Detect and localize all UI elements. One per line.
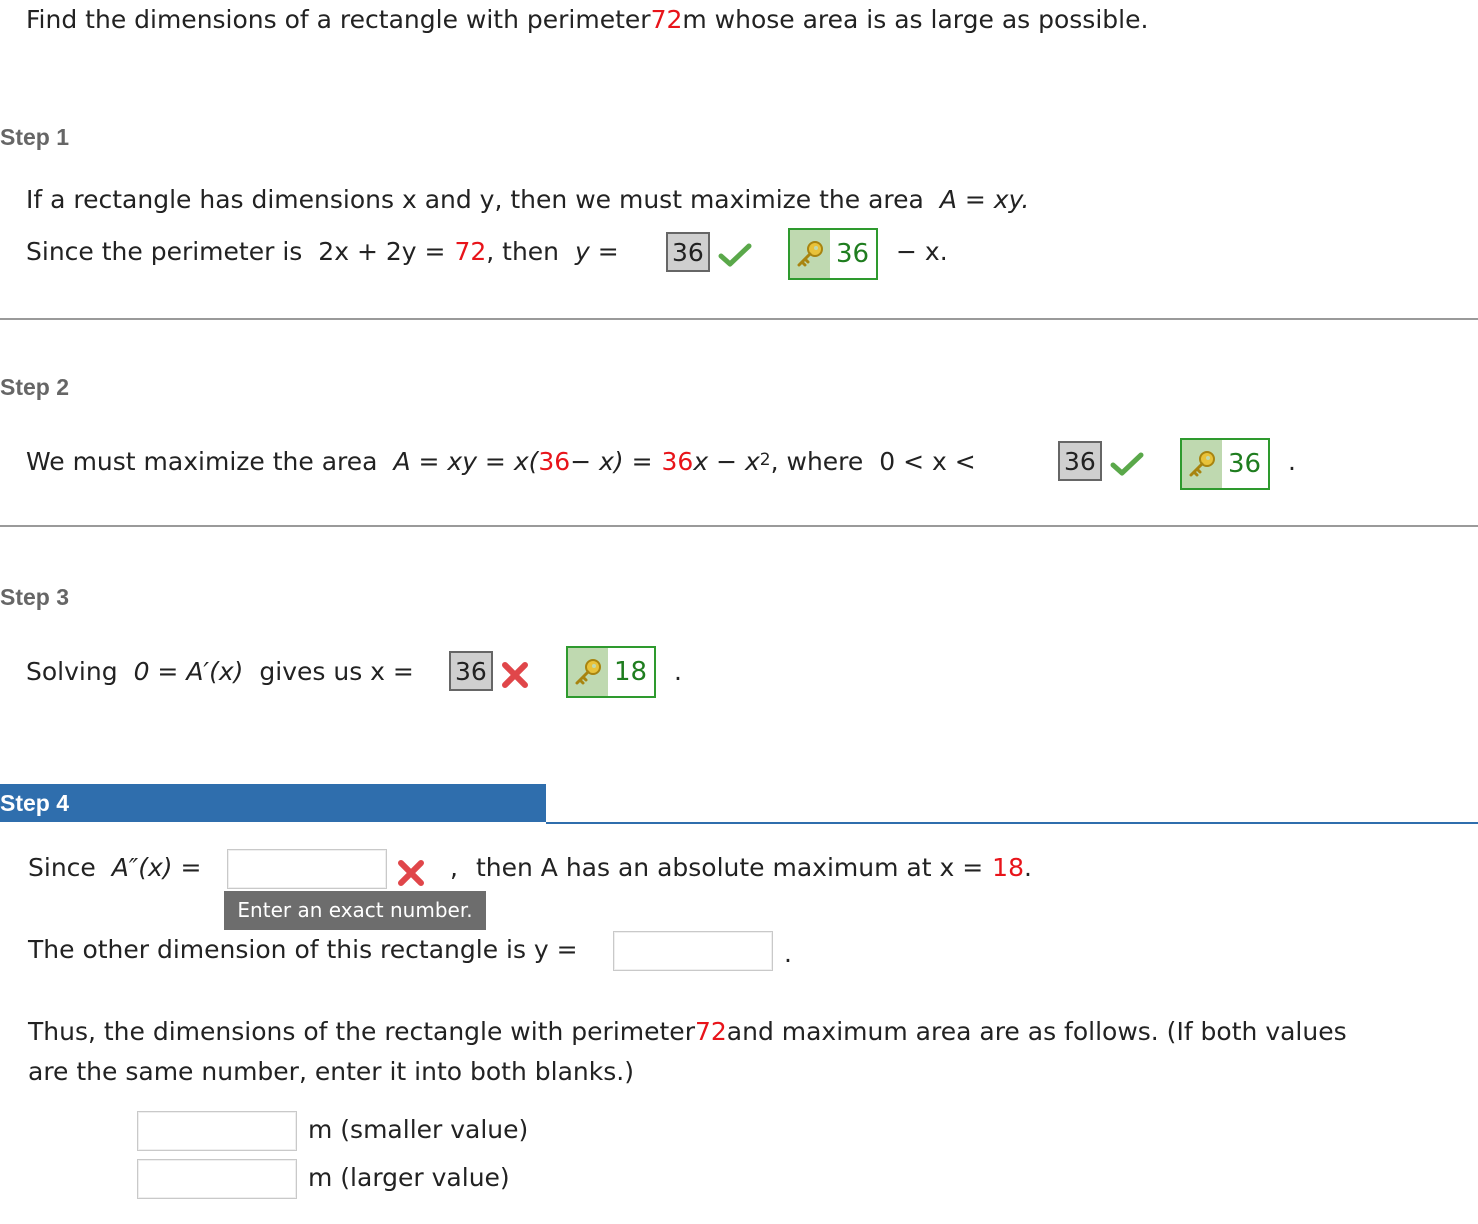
step1-y-equals: y =	[575, 237, 619, 266]
key-icon	[790, 230, 830, 278]
step4-header	[0, 784, 546, 822]
step4-thus-line1	[28, 1016, 1347, 1048]
step2-formula-b: − x) =	[570, 447, 653, 476]
step1-line1	[26, 184, 1029, 216]
larger-value-label: m (larger value)	[308, 1163, 510, 1192]
step3-title: Step 3	[0, 584, 70, 610]
smaller-value-input[interactable]	[137, 1111, 297, 1151]
step1-line2-prefix: Since the perimeter is	[26, 237, 303, 266]
problem-perimeter: 72	[650, 5, 683, 34]
step1-then: , then	[486, 237, 560, 266]
step3-correct-answer: 18	[614, 657, 648, 687]
step1-line1-text: If a rectangle has dimensions x and y, then we must maximize the area	[26, 185, 924, 214]
second-derivative-input[interactable]	[227, 849, 387, 889]
step1-line2	[26, 236, 619, 268]
step2-line: We must maximize the area A = xy = x( 36 − x) = 36 x − x $^2$ , where 0 < x <	[26, 447, 976, 476]
step2-where: , where	[770, 447, 864, 476]
x-mark-icon	[500, 660, 530, 690]
step4-then: then A has an absolute maximum at x =	[475, 853, 984, 882]
step3-line	[26, 656, 414, 688]
step1-title: Step 1	[0, 124, 70, 150]
smaller-value-label: m (smaller value)	[308, 1115, 529, 1144]
step3-prefix: Solving	[26, 657, 118, 686]
step4-a-double-prime: A″(x) =	[111, 853, 202, 882]
divider	[0, 318, 1478, 320]
step3-equation: 0 = A′(x)	[133, 657, 244, 686]
step4-line1	[28, 852, 201, 884]
step2-student-answer: 36	[1058, 441, 1102, 481]
step2-title: Step 2	[0, 374, 70, 400]
divider	[0, 525, 1478, 527]
step2-correct-answer: 36	[1228, 449, 1262, 479]
x-mark-icon	[396, 858, 426, 888]
step2-red1: 36	[538, 447, 571, 476]
step2-formula-c: x − x	[693, 447, 760, 476]
step4-period: .	[1023, 853, 1032, 882]
checkmark-icon	[718, 242, 752, 268]
step3-gives: gives us x =	[259, 657, 414, 686]
step1-area-formula: A = xy.	[939, 185, 1030, 214]
step3-student-answer: 36	[449, 651, 493, 691]
problem-text-after: m whose area is as large as possible.	[682, 5, 1149, 34]
step4-rule	[546, 822, 1478, 824]
step2-prefix: We must maximize the area	[26, 447, 378, 476]
step4-comma: ,	[450, 853, 458, 882]
step4-thus-value: 72	[694, 1017, 727, 1046]
step1-correct-answer-box	[788, 228, 878, 280]
problem-statement	[26, 4, 1148, 36]
step1-correct-answer: 36	[836, 239, 870, 269]
step4-since: Since	[28, 853, 96, 882]
step3-suffix: .	[674, 657, 682, 686]
step4-thus-b: and maximum area are as follows. (If both values	[726, 1017, 1347, 1046]
step1-student-answer: 36	[666, 232, 710, 272]
step2-range: 0 < x <	[879, 447, 976, 476]
step2-correct-answer-box	[1180, 438, 1270, 490]
step1-perimeter-formula: 2x + 2y =	[318, 237, 446, 266]
step4-other-dim-suffix: .	[784, 939, 792, 968]
other-dimension-input[interactable]	[613, 931, 773, 971]
step1-perimeter-value: 72	[454, 237, 487, 266]
step4-other-dim: The other dimension of this rectangle is y =	[28, 935, 578, 964]
step2-suffix: .	[1288, 447, 1296, 476]
step4-thus-a: Thus, the dimensions of the rectangle with perimeter	[28, 1017, 695, 1046]
key-icon	[1182, 440, 1222, 488]
checkmark-icon	[1110, 451, 1144, 477]
step3-correct-answer-box	[566, 646, 656, 698]
larger-value-input[interactable]	[137, 1159, 297, 1199]
step4-line1-rest	[450, 852, 1032, 884]
step1-suffix: − x.	[896, 237, 948, 266]
step4-title: Step 4	[0, 790, 70, 816]
step4-x-value: 18	[992, 853, 1024, 882]
step2-red2: 36	[661, 447, 694, 476]
hint-tooltip: Enter an exact number.	[224, 891, 486, 930]
key-icon	[568, 648, 608, 696]
step2-formula-a: A = xy = x(	[393, 447, 539, 476]
step4-thus-line2: are the same number, enter it into both blanks.)	[28, 1057, 634, 1086]
problem-text-before: Find the dimensions of a rectangle with perimeter	[26, 5, 651, 34]
